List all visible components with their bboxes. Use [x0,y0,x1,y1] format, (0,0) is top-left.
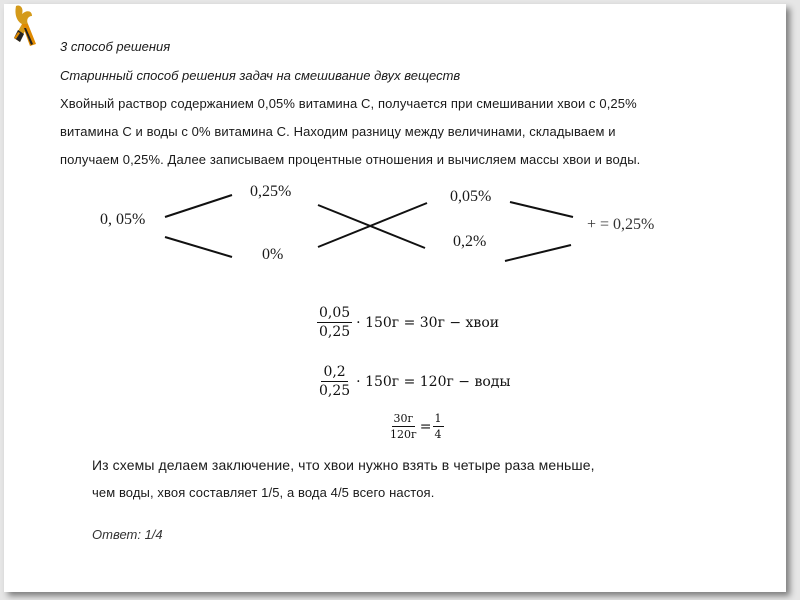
paragraph-line-2: витамина С и воды с 0% витамина С. Находим разницу между величинами, складываем и [60,124,616,139]
fraction-denominator: 0,25 [319,383,351,399]
fraction-denominator: 120г [390,428,417,441]
scheme-bottom-source: 0% [262,246,284,263]
scheme-bottom-diff: 0,2% [453,233,487,250]
line-mix-to-top [165,195,232,217]
paragraph-line-1: Хвойный раствор содержанием 0,05% витамина С, получается при смешивании хвои с 0,25% [60,96,637,111]
fraction-denominator: 4 [434,428,442,441]
fraction-needles [317,305,352,340]
scheme-top-source: 0,25% [250,183,292,200]
fraction-numerator: 30г [393,412,414,425]
formula-needles [317,305,499,340]
subtitle: Старинный способ решения задач на смешивание двух веществ [60,68,461,83]
formula-rest: · 150г = 30г − хвои [356,314,500,331]
answer: Ответ: 1/4 [92,527,163,542]
line-top-diff-to-sum [510,202,573,217]
fraction-denominator: 0,25 [319,324,351,340]
scheme-mix-value: 0, 05% [100,211,146,228]
formula-rest: · 150г = 120г − воды [356,373,511,390]
line-mix-to-bottom [165,237,232,257]
scheme-top-diff: 0,05% [450,188,492,205]
fraction-ratio-right [433,412,444,441]
fraction-numerator: 1 [434,412,442,425]
fraction-numerator: 0,05 [319,305,351,321]
formula-ratio [388,412,444,441]
fraction-ratio-left [388,412,419,441]
fraction-numerator: 0,2 [323,364,346,380]
equals-sign: = [419,418,432,435]
conclusion-line-1: Из схемы делаем заключение, что хвои нужно взять в четыре раза меньше, [92,457,595,473]
method-heading: 3 способ решения [60,39,171,54]
formula-water [317,364,511,399]
cross-line-up [318,203,427,247]
line-bottom-diff-to-sum [505,245,571,261]
conclusion-line-2: чем воды, хвоя составляет 1/5, а вода 4/5 всего настоя. [92,485,435,500]
fraction-water [317,364,352,399]
paragraph-line-3: получаем 0,25%. Далее записываем процентные отношения и вычисляем массы хвои и воды. [60,152,641,167]
scheme-sum: + = 0,25% [587,216,655,233]
